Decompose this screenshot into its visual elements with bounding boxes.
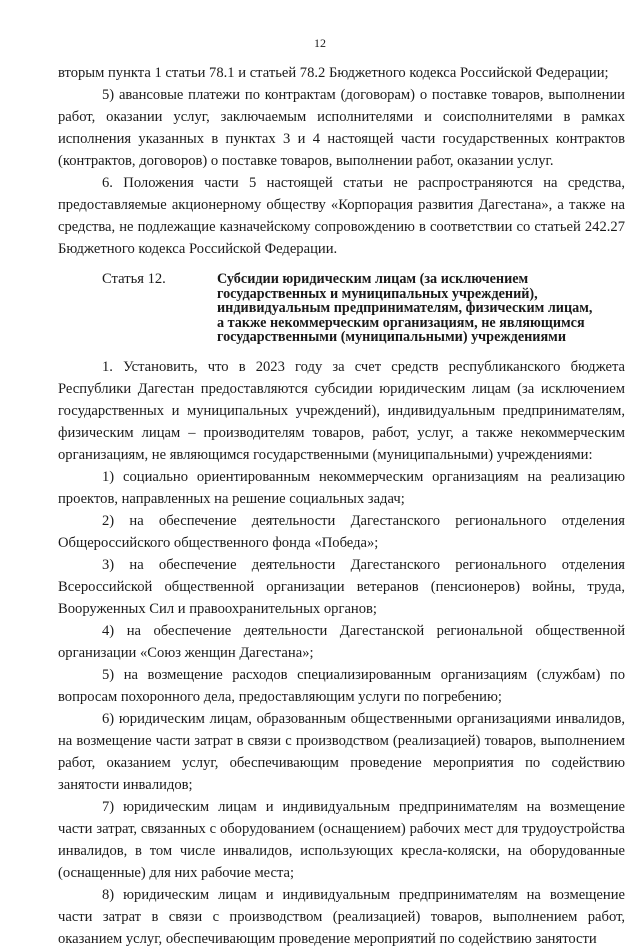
list-item: 5) на возмещение расходов специализированным организациям (службам) по вопросам похоронного дела, предоставляющим услуги по погребению; — [58, 666, 625, 705]
article-title-line: государственными (муниципальными) учреждениями — [217, 329, 566, 346]
list-item: 6) юридическим лицам, образованным общественными организациями инвалидов, на возмещение части затрат в связи с производством (реализацией) товаров, выполнением работ, оказанием услуг, обеспечивающим проведение мероприятия по содействию занятости инвалидов; — [58, 710, 625, 793]
article-title — [217, 272, 640, 345]
list-item: 2) на обеспечение деятельности Дагестанского регионального отделения Общероссийского общественного фонда «Победа»; — [58, 512, 625, 551]
list-item: 4) на обеспечение деятельности Дагестанской региональной общественной организации «Союз женщин Дагестана»; — [58, 622, 625, 661]
list-item: 7) юридическим лицам и индивидуальным предпринимателям на возмещение части затрат, связанных с оборудованием (оснащением) рабочих мест для трудоустройства инвалидов, в том числе инвалидов, использующих кресла-коляски, на оборудованные (оснащенные) для них рабочие места; — [58, 798, 625, 881]
list-item: 8) юридическим лицам и индивидуальным предпринимателям на возмещение части затрат в связи с производством (реализацией) товаров, выполнением работ, оказанием услуг, обеспечивающим проведение мероприятий по содействию занятости — [58, 886, 625, 947]
article-title-line: индивидуальным предпринимателям, физическим лицам, — [217, 300, 593, 317]
page-number: 12 — [314, 36, 326, 50]
article-label: Статья 12. — [102, 271, 166, 287]
paragraph: 5) авансовые платежи по контрактам (договорам) о поставке товаров, выполнении работ, оказании услуг, заключаемым исполнителями и соисполнителями в рамках исполнения указанных в пунктах 3 и 4 настоящей части государственных контрактов (контрактов, договоров) о поставке товаров, выполнении работ, оказании услуг. — [58, 87, 625, 169]
article-title-line: а также некоммерческим организациям, не являющимся — [217, 314, 585, 331]
list-item: 3) на обеспечение деятельности Дагестанского регионального отделения Всероссийской общественной организации ветеранов (пенсионеров) войны, труда, Вооруженных Сил и правоохранительных органов; — [58, 556, 625, 617]
article-title-line: Субсидии юридическим лицам (за исключением — [217, 271, 529, 287]
paragraph: вторым пункта 1 статьи 78.1 и статьей 78.2 Бюджетного кодекса Российской Федерации; — [58, 65, 609, 81]
paragraph: 1. Установить, что в 2023 году за счет средств республиканского бюджета Республики Дагестан предоставляются субсидии юридическим лицам (за исключением государственных и муниципальных учреждений), индивидуальным предпринимателям, физическим лицам – производителям товаров, работ, услуг, а также некоммерческим организациям, не являющимся государственными (муниципальными) учреждениями: — [58, 358, 625, 463]
article-title-line: государственных и муниципальных учреждений), — [217, 285, 538, 302]
document-body — [58, 62, 625, 950]
list-item: 1) социально ориентированным некоммерческим организациям на реализацию проектов, направленных на решение социальных задач; — [58, 468, 625, 507]
article-body — [58, 356, 625, 950]
paragraph: 6. Положения части 5 настоящей статьи не распространяются на средства, предоставляемые акционерному обществу «Корпорация развития Дагестана», а также на средства, не подлежащие казначейскому сопровождению в соответствии со статьей 242.27 Бюджетного кодекса Российской Федерации. — [58, 175, 625, 257]
article-heading — [58, 272, 625, 345]
